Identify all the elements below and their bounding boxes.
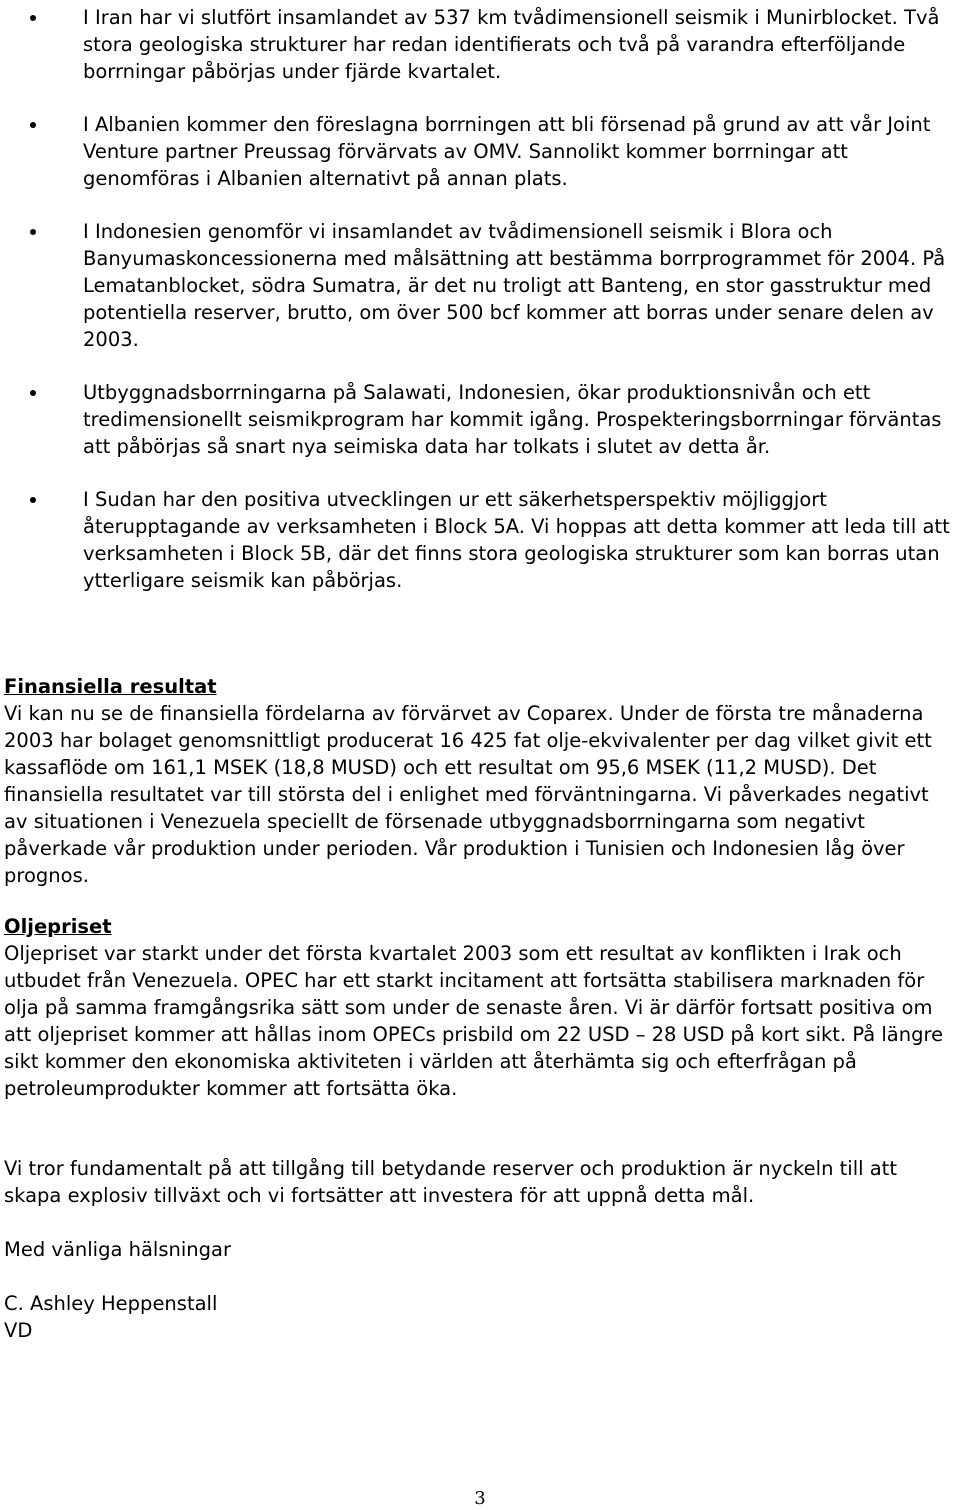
bullet-icon [30,497,36,503]
bullet-icon [30,15,36,21]
bullet-text-salawati: Utbyggnadsborrningarna på Salawati, Indonesien, ökar produktionsnivån och ett tredimensionellt seismikprogram har kommit igång. Prospekteringsborrningar förväntas att påbörjas så snart nya seimiska data har tolkats i slutet av detta år. [83,381,942,458]
project-bullet-list [0,4,960,620]
bullet-icon [30,122,36,128]
oil-price-heading: Oljepriset [4,915,112,938]
closing-paragraph: Vi tror fundamentalt på att tillgång till betydande reserver och produktion är nyckeln till att skapa explosiv tillväxt och vi fortsätter att investera för att uppnå detta mål. [4,1157,897,1207]
financial-paragraph: Vi kan nu se de finansiella fördelarna av förvärvet av Coparex. Under de första tre månaderna 2003 har bolaget genomsnittligt producerat 16 425 fat olje-ekvivalenter per dag vilket givit ett kassaflöde om 161,1 MSEK (18,8 MUSD) och ett resultat om 95,6 MSEK (11,2 MUSD). Det finansiella resultatet var till största del i enlighet med förväntningarna. Vi påverkades negativt av situationen i Venezuela speciellt de försenade utbyggnadsborrningarna som negativt påverkade vår produktion under perioden. Vår produktion i Tunisien och Indonesien låg över prognos. [4,702,932,887]
greeting-section [4,1236,954,1263]
financial-heading: Finansiella resultat [4,675,217,698]
page-number: 3 [474,1488,486,1509]
bullet-icon [30,390,36,396]
financial-section [4,673,954,889]
oil-price-paragraph: Oljepriset var starkt under det första kvartalet 2003 som ett resultat av konflikten i Irak och utbudet från Venezuela. OPEC har ett starkt incitament att fortsätta stabilisera marknaden för olja på samma framgångsrika sätt som under de senaste åren. Vi är därför fortsatt positiva om att oljepriset kommer att hållas inom OPECs prisbild om 22 USD – 28 USD på kort sikt. På längre sikt kommer den ekonomiska aktiviteten i världen att återhämta sig och efterfrågan på petroleumprodukter kommer att fortsätta öka. [4,942,944,1100]
list-item [0,379,960,460]
closing-section [4,1155,954,1209]
bullet-text-indonesia: I Indonesien genomför vi insamlandet av tvådimensionell seismik i Blora och Banyumaskoncessionerna med målsättning att bestämma borrprogrammet för 2004. På Lematanblocket, södra Sumatra, är det nu troligt att Banteng, en stor gasstruktur med potentiella reserver, brutto, om över 500 bcf kommer att borras under senare delen av 2003. [83,220,946,351]
bullet-text-sudan: I Sudan har den positiva utvecklingen ur ett säkerhetsperspektiv möjliggjort återupptagande av verksamheten i Block 5A. Vi hoppas att detta kommer att leda till att verksamheten i Block 5B, där det finns stora geologiska strukturer som kan borras utan ytterligare seismik kan påbörjas. [83,488,950,592]
list-item [0,111,960,192]
bullet-text-albania: I Albanien kommer den föreslagna borrningen att bli försenad på grund av att vår Joint Venture partner Preussag förvärvats av OMV. Sannolikt kommer borrningar att genomföras i Albanien alternativt på annan plats. [83,113,931,190]
list-item [0,486,960,594]
signature-block [4,1290,954,1344]
bullet-icon [30,229,36,235]
signature-title: VD [4,1319,33,1342]
list-item [0,4,960,85]
signature-name: C. Ashley Heppenstall [4,1292,218,1315]
oil-price-section [4,913,954,1102]
list-item [0,218,960,353]
bullet-text-iran: I Iran har vi slutfört insamlandet av 537 km tvådimensionell seismik i Munirblocket. Två stora geologiska strukturer har redan identifierats och två på varandra efterföljande borrningar påbörjas under fjärde kvartalet. [83,6,940,83]
greeting-text: Med vänliga hälsningar [4,1238,231,1261]
